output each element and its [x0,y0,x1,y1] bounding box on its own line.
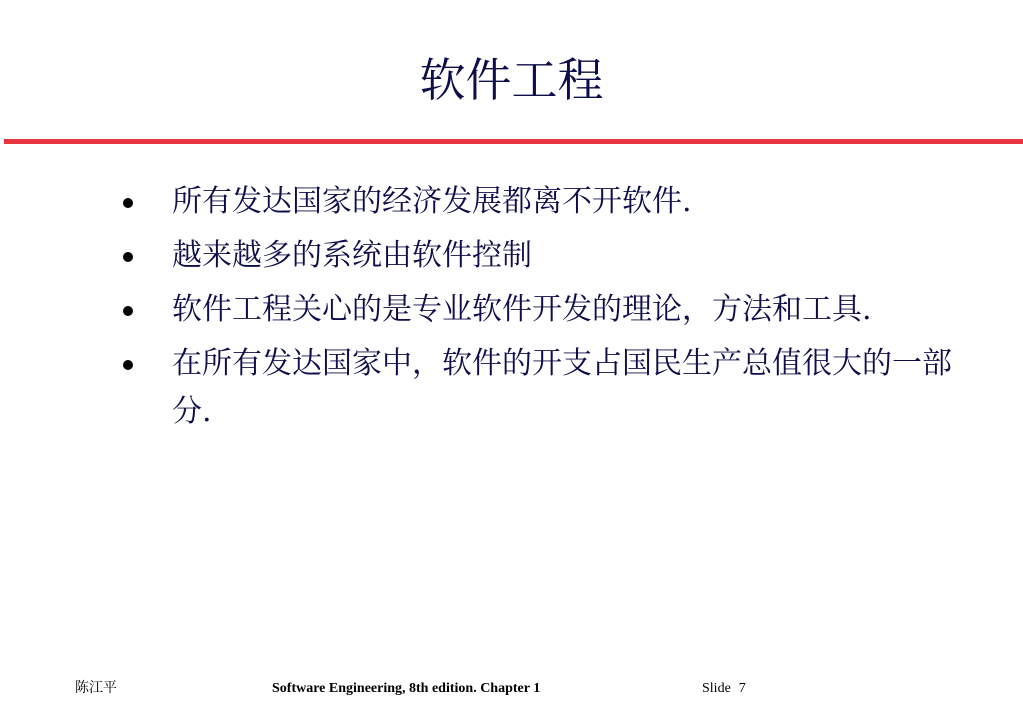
bullet-dot-icon [123,252,133,262]
footer-slide-number [702,680,746,698]
footer-course-title: Software Engineering, 8th edition. Chapter 1 [272,681,541,696]
slide-title: 软件工程 [419,53,604,107]
bullet-text: 软件工程关心的是专业软件开发的理论，方法和工具. [172,292,872,327]
bullet-item [118,178,958,226]
bullet-dot-icon [123,198,133,208]
bullet-item [118,286,958,334]
bullet-item [118,232,958,280]
slide-number: 7 [738,681,746,696]
bullet-text: 越来越多的系统由软件控制 [172,238,532,273]
bullet-text: 在所有发达国家中，软件的开支占国民生产总值很大的一部分. [172,346,952,429]
footer-author: 陈江平 [75,681,117,696]
bullet-item [118,340,958,436]
bullet-text: 所有发达国家的经济发展都离不开软件. [172,184,692,219]
bullet-dot-icon [123,360,133,370]
bullet-dot-icon [123,306,133,316]
title-divider [4,139,1023,144]
slide-label: Slide [702,681,731,696]
bullet-list [118,178,958,442]
